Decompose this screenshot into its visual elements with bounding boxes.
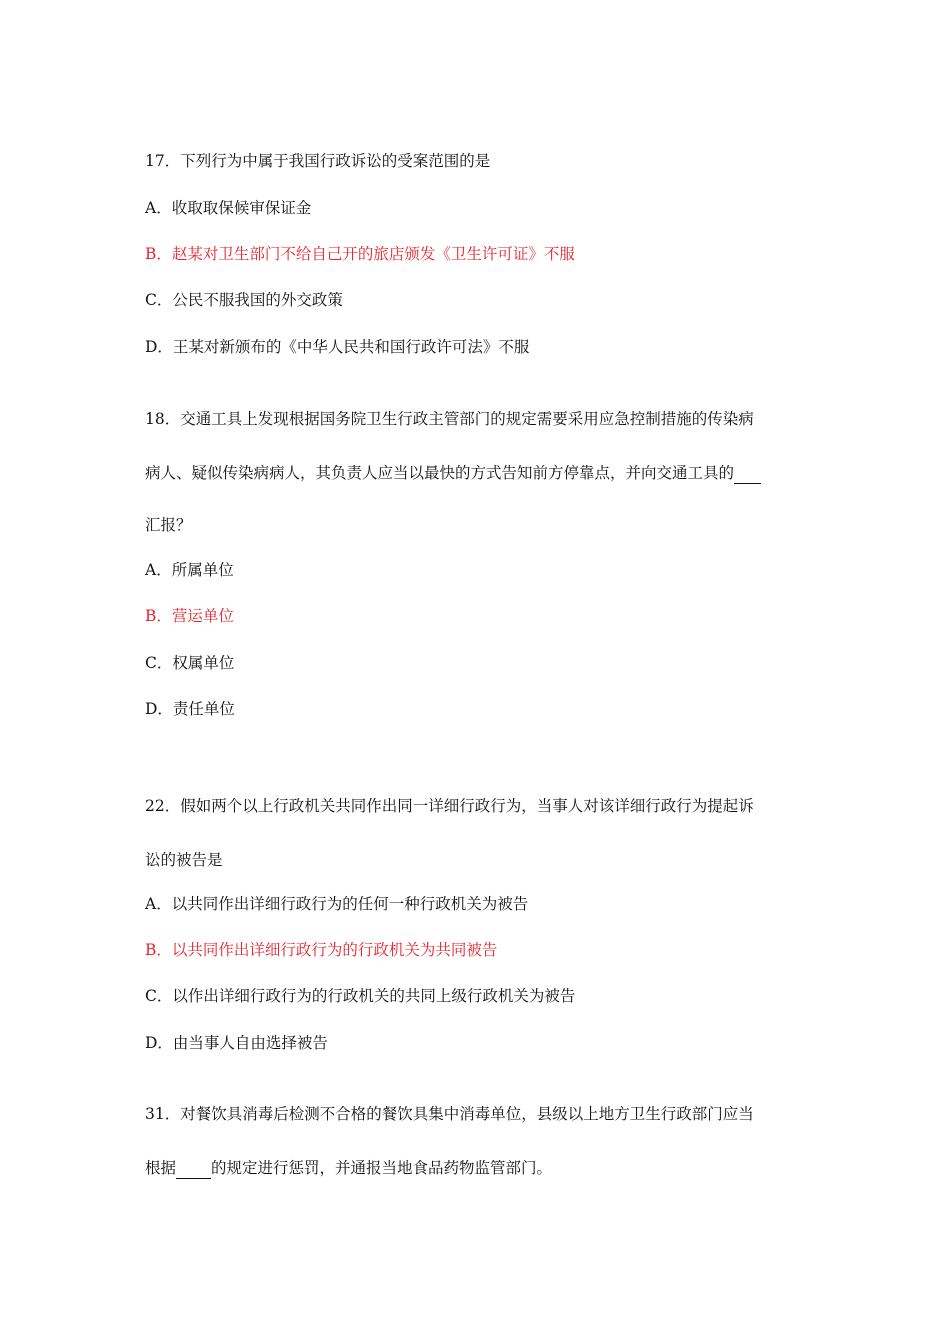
question-18-stem-line-1: 18．交通工具上发现根据国务院卫生行政主管部门的规定需要采用应急控制措施的传染病 bbox=[145, 410, 754, 428]
question-17-option-c: C．公民不服我国的外交政策 bbox=[145, 291, 343, 309]
question-31-stem-line-1: 31．对餐饮具消毒后检测不合格的餐饮具集中消毒单位，县级以上地方卫生行政部门应当 bbox=[145, 1105, 754, 1123]
question-17-option-a: A．收取取保候审保证金 bbox=[145, 199, 312, 217]
question-22-option-d: D．由当事人自由选择被告 bbox=[145, 1034, 328, 1052]
question-17-option-b-correct: B．赵某对卫生部门不给自己开的旅店颁发《卫生许可证》不服 bbox=[145, 245, 575, 263]
question-22-stem-line-1: 22．假如两个以上行政机关共同作出同一详细行政行为，当事人对该详细行政行为提起诉 bbox=[145, 797, 754, 815]
question-31-stem-line-2-end: 的规定进行惩罚，并通报当地食品药物监管部门。 bbox=[211, 1159, 553, 1177]
question-17-option-d: D．王某对新颁布的《中华人民共和国行政许可法》不服 bbox=[145, 338, 530, 356]
question-22-option-b-correct: B．以共同作出详细行政行为的行政机关为共同被告 bbox=[145, 941, 498, 959]
answer-blank bbox=[176, 1158, 211, 1179]
question-22-option-a: A．以共同作出详细行政行为的任何一种行政机关为被告 bbox=[145, 895, 529, 913]
question-31-stem-line-2 bbox=[145, 1158, 552, 1179]
question-18-stem-line-3: 汇报？ bbox=[145, 516, 192, 534]
question-18-stem-line-2 bbox=[145, 463, 761, 484]
question-22-option-c: C．以作出详细行政行为的行政机关的共同上级行政机关为被告 bbox=[145, 987, 576, 1005]
question-18-option-d: D．责任单位 bbox=[145, 700, 235, 718]
question-18-option-c: C．权属单位 bbox=[145, 654, 235, 672]
question-31-stem-line-2-start: 根据 bbox=[145, 1159, 177, 1177]
question-18-option-b-correct: B．营运单位 bbox=[145, 607, 234, 625]
question-18-stem-line-2-text: 病人、疑似传染病病人，其负责人应当以最快的方式告知前方停靠点，并向交通工具的 bbox=[145, 464, 735, 482]
answer-blank bbox=[734, 463, 761, 484]
question-22-stem-line-2: 讼的被告是 bbox=[145, 851, 223, 869]
question-17-stem: 17．下列行为中属于我国行政诉讼的受案范围的是 bbox=[145, 152, 491, 170]
question-18-option-a: A．所属单位 bbox=[145, 561, 234, 579]
